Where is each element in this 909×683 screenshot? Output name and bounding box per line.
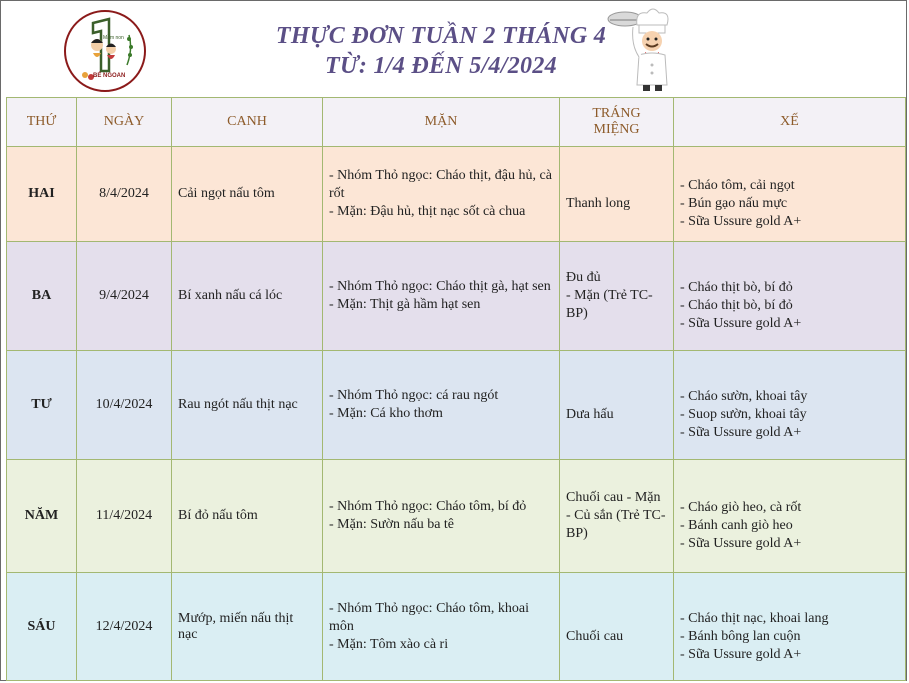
column-header-thu: THỨ <box>7 98 77 147</box>
page-subtitle: TỪ: 1/4 ĐẾN 5/4/2024 <box>325 53 557 79</box>
snack-line: - Cháo tôm, cải ngọt <box>680 178 795 193</box>
snack-line: - Cháo thịt bò, bí đỏ <box>680 280 793 295</box>
page-title: THỰC ĐƠN TUẦN 2 THÁNG 4 <box>275 23 607 49</box>
table-row <box>7 460 906 573</box>
table-header-row <box>7 98 906 147</box>
dessert-line: Dưa hấu <box>566 407 614 422</box>
table-row <box>7 351 906 460</box>
main-dish-line: - Mặn: Đậu hủ, thịt nạc sốt cà chua <box>329 204 526 219</box>
date-cell: 10/4/2024 <box>77 351 172 460</box>
snack-line: - Suop sườn, khoai tây <box>680 407 807 422</box>
snack-line: - Bún gạo nấu mực <box>680 196 788 211</box>
soup-cell: Bí đỏ nấu tôm <box>172 460 323 573</box>
main-dish-cell <box>323 147 560 242</box>
main-dish-line: - Mặn: Cá kho thơm <box>329 406 443 421</box>
snack-line: - Cháo thịt bò, bí đỏ <box>680 298 793 313</box>
snack-line: - Cháo thịt nạc, khoai lang <box>680 610 829 626</box>
table-row <box>7 147 906 242</box>
snack-cell <box>674 242 906 351</box>
day-cell: SÁU <box>7 573 77 681</box>
school-logo <box>63 9 147 93</box>
main-dish-line: - Mặn: Thịt gà hầm hạt sen <box>329 297 481 312</box>
trang-mieng-line-2: MIỆNG <box>593 122 640 137</box>
logo-main-text: Mầm non <box>103 35 124 41</box>
snack-cell <box>674 351 906 460</box>
header <box>1 1 906 97</box>
table-row <box>7 242 906 351</box>
weekly-menu-table <box>6 97 906 681</box>
dessert-cell <box>560 242 674 351</box>
main-dish-line: - Nhóm Thỏ ngọc: Cháo thịt, đậu hủ, cà rốt <box>329 168 552 201</box>
column-header-canh: CANH <box>172 98 323 147</box>
dessert-line: - Củ sắn (Trẻ TC-BP) <box>566 508 666 541</box>
main-dish-cell <box>323 242 560 351</box>
snack-line: - Sữa Ussure gold A+ <box>680 316 802 331</box>
main-dish-line: - Nhóm Thỏ ngọc: cá rau ngót <box>329 388 499 403</box>
snack-line: - Sữa Ussure gold A+ <box>680 425 802 440</box>
day-cell: BA <box>7 242 77 351</box>
dessert-cell <box>560 573 674 681</box>
table-row <box>7 573 906 681</box>
main-dish-line: - Mặn: Tôm xào cà ri <box>329 636 449 652</box>
snack-line: - Sữa Ussure gold A+ <box>680 536 802 551</box>
logo-sub-text: BÉ NGOAN <box>93 73 126 79</box>
dessert-cell <box>560 460 674 573</box>
snack-cell <box>674 147 906 242</box>
soup-cell: Cải ngọt nấu tôm <box>172 147 323 242</box>
snack-line: - Cháo giò heo, cà rốt <box>680 500 802 515</box>
date-cell: 9/4/2024 <box>77 242 172 351</box>
main-dish-line: - Nhóm Thỏ ngọc: Cháo tôm, khoai môn <box>329 600 529 634</box>
dessert-cell <box>560 147 674 242</box>
column-header-trang-mieng <box>560 98 674 147</box>
day-cell: HAI <box>7 147 77 242</box>
column-header-xe: XẾ <box>674 98 906 147</box>
main-dish-cell <box>323 460 560 573</box>
column-header-ngay: NGÀY <box>77 98 172 147</box>
date-cell: 8/4/2024 <box>77 147 172 242</box>
dessert-line: Chuối cau - Mặn <box>566 490 661 505</box>
day-cell: NĂM <box>7 460 77 573</box>
soup-cell: Rau ngót nấu thịt nạc <box>172 351 323 460</box>
snack-cell <box>674 573 906 681</box>
date-cell: 11/4/2024 <box>77 460 172 573</box>
snack-line: - Sữa Ussure gold A+ <box>680 214 802 229</box>
dessert-line: Chuối cau <box>566 628 624 644</box>
main-dish-line: - Nhóm Thỏ ngọc: Cháo tôm, bí đỏ <box>329 499 527 514</box>
day-cell: TƯ <box>7 351 77 460</box>
snack-line: - Sữa Ussure gold A+ <box>680 646 802 662</box>
main-dish-cell <box>323 573 560 681</box>
snack-line: - Bánh canh giò heo <box>680 518 793 533</box>
dessert-line: Đu đủ <box>566 270 601 285</box>
date-cell: 12/4/2024 <box>77 573 172 681</box>
main-dish-line: - Mặn: Sườn nấu ba tê <box>329 517 455 532</box>
dessert-line: Thanh long <box>566 196 631 211</box>
trang-mieng-line-1: TRÁNG <box>592 106 641 121</box>
main-dish-cell <box>323 351 560 460</box>
dessert-cell <box>560 351 674 460</box>
snack-cell <box>674 460 906 573</box>
soup-cell: Bí xanh nấu cá lóc <box>172 242 323 351</box>
snack-line: - Bánh bông lan cuộn <box>680 628 801 644</box>
snack-line: - Cháo sườn, khoai tây <box>680 389 808 404</box>
dessert-line: - Mặn (Trẻ TC-BP) <box>566 288 653 321</box>
column-header-man: MẶN <box>323 98 560 147</box>
main-dish-line: - Nhóm Thỏ ngọc: Cháo thịt gà, hạt sen <box>329 279 551 294</box>
soup-cell: Mướp, miến nấu thịt nạc <box>172 573 323 681</box>
chef-illustration <box>601 5 677 95</box>
